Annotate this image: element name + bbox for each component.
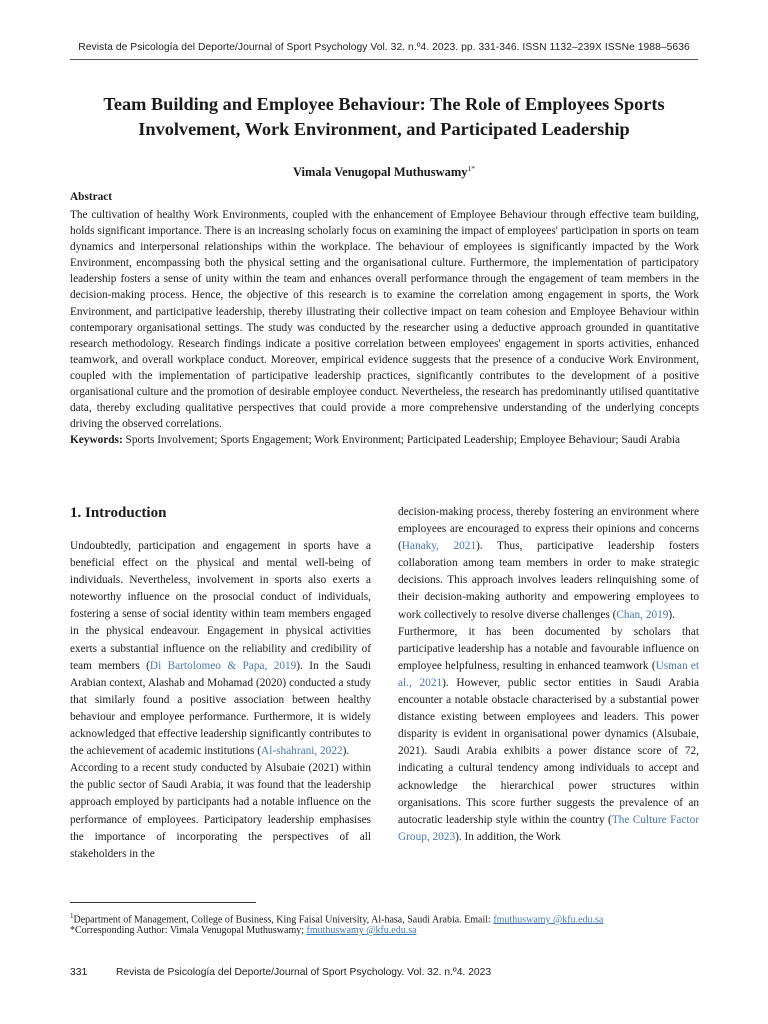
title-line-1: Team Building and Employee Behaviour: The Role of Employees Sports (103, 94, 665, 114)
body-column-left (70, 538, 371, 863)
running-header: Revista de Psicología del Deporte/Journal of Sport Psychology Vol. 32. n.º4. 2023. pp. 331-346. ISSN 1132–239X ISSNe 1988–5636 (78, 42, 690, 53)
page-number: 331 (70, 967, 88, 978)
keywords-text: Sports Involvement; Sports Engagement; Work Environment; Participated Leadership; Employee Behaviour; Saudi Arabia (125, 434, 681, 447)
abstract-heading: Abstract (70, 191, 113, 203)
text-run: ). Thus, participative leadership fosters collaboration among team members in order to make strategic decisions. This approach involves leaders relinquishing some of their decision-making authority and empowering employees to work collectively to resolve diverse challenges ( (398, 540, 699, 621)
citation-link[interactable]: Hanaky, 2021 (401, 540, 477, 553)
body-column-right (398, 504, 699, 846)
text-run: ). In addition, the Work (455, 830, 561, 843)
email-link[interactable]: fmuthuswamy @kfu.edu.sa (493, 914, 604, 926)
text-run: decision-making process, thereby fostering an environment where employees are encouraged to express their opinions and concerns ( (398, 506, 699, 553)
paragraph (398, 624, 699, 846)
footnote-corresponding-author (70, 924, 710, 938)
keywords-label: Keywords: (70, 434, 123, 447)
citation-link[interactable]: Di Bartolomeo & Papa, 2019 (149, 659, 297, 672)
page-footer (70, 967, 491, 978)
email-link[interactable]: fmuthuswamy @kfu.edu.sa (306, 925, 417, 936)
paragraph (398, 504, 699, 624)
citation-link[interactable]: Chan, 2019 (616, 608, 669, 621)
text-run: ). (342, 745, 350, 758)
author-name: Vimala Venugopal Muthuswamy (292, 165, 468, 180)
paragraph: According to a recent study conducted by Alsubaie (2021) within the public sector of Saudi Arabia, it was found that the leadership approach employed by participants had a notable influence on the performance of employees. Participatory leadership emphasises the importance of incorporating the perspectives of all stakeholders in the (70, 762, 371, 860)
citation-link[interactable]: Usman et al., 2021 (398, 659, 699, 689)
title-line-2: Involvement, Work Environment, and Participated Leadership (138, 119, 630, 139)
paper-title (60, 92, 708, 142)
abstract-block (70, 207, 699, 448)
author-line (0, 164, 768, 180)
text-run: ). (668, 608, 676, 621)
author-affiliation-mark: 1* (467, 164, 476, 173)
section-heading-introduction: 1. Introduction (70, 505, 167, 521)
citation-link[interactable]: The Culture Factor Group, 2023 (398, 813, 699, 843)
paragraph (70, 538, 371, 760)
header-rule (70, 59, 698, 60)
text-run: Undoubtedly, participation and engagement in sports have a beneficial effect on the physical and mental well-being of individuals. Nevertheless, involvement in sports also exerts a noteworthy influence on the prosocial conduct of individuals, fostering a sense of social identity within team members engaged in the physical endeavour. Engagement in physical activities exerts a substantial influence on the reliability and credibility of team members ( (70, 540, 371, 672)
footnote-text: *Corresponding Author: Vimala Venugopal Muthuswamy; (70, 925, 307, 936)
footnote-mark: 1 (70, 912, 74, 920)
footer-journal: Revista de Psicología del Deporte/Journal of Sport Psychology. Vol. 32. n.º4. 2023 (116, 967, 492, 978)
text-run: ). In the Saudi Arabian context, Alashab and Mohamad (2020) conducted a study that similarly found a positive association between healthy behaviour and employee performance. Furthermore, it is widely acknowledged that effective leadership significantly contributes to the achievement of academic institutions ( (70, 659, 372, 758)
citation-link[interactable]: Al-shahrani, 2022 (261, 745, 343, 758)
footnote-rule (70, 902, 256, 903)
keywords (70, 432, 699, 448)
text-run: Furthermore, it has been documented by scholars that participative leadership has a notable and favourable influence on employee helpfulness, resulting in enhanced teamwork ( (398, 625, 699, 672)
abstract-text: The cultivation of healthy Work Environments, coupled with the enhancement of Employee Behaviour through effective team building, holds significant importance. There is an increasing scholarly focus on examining the impact of employees' participation in sports on team dynamics and interpersonal relationships within the workplace. The behaviour of employees is significantly impacted by the Work Environment, encompassing both the physical setting and the organisational culture. Furthermore, the implementation of participatory leadership fosters a sense of unity within the team and enhances overall performance through the engagement of team members in the decision-making process. Hence, the objective of this research is to examine the correlation among engagement in sports, the Work Environment, and participative leadership, thereby illustrating their collective impact on team cohesion and Employee Behaviour within contemporary organisational settings. The study was conducted by the researcher using a deductive approach grounded in quantitative research methodology. Research findings indicate a positive correlation between employees' engagement in sports activities, enhanced teamwork, and overall workplace conduct. Moreover, empirical evidence suggests that the presence of a conducive Work Environment, coupled with the implementation of participative leadership practices, significantly contributes to the development of a positive organisational culture and the promotion of desirable employee conduct. Nevertheless, the research has predominantly utilised quantitative data, thereby excluding qualitative perspectives that could provide a more comprehensive understanding of the underlying concepts driving the observed correlations. (70, 209, 699, 431)
text-run: ). However, public sector entities in Saudi Arabia encounter a notable obstacle characterised by a substantial power distance existing between employees and leaders. This power disparity is evident in organisational power dynamics (Alsubaie, 2021). Saudi Arabia exhibits a power distance score of 72, indicating a cultural tendency among individuals to accept and acknowledge the hierarchical power structures within organisations. This score further suggests the prevalence of an autocratic leadership style within the country ( (398, 676, 699, 826)
footnote-text: Department of Management, College of Business, King Faisal University, Al-hasa, Saudi Arabia. Email: (73, 914, 494, 926)
